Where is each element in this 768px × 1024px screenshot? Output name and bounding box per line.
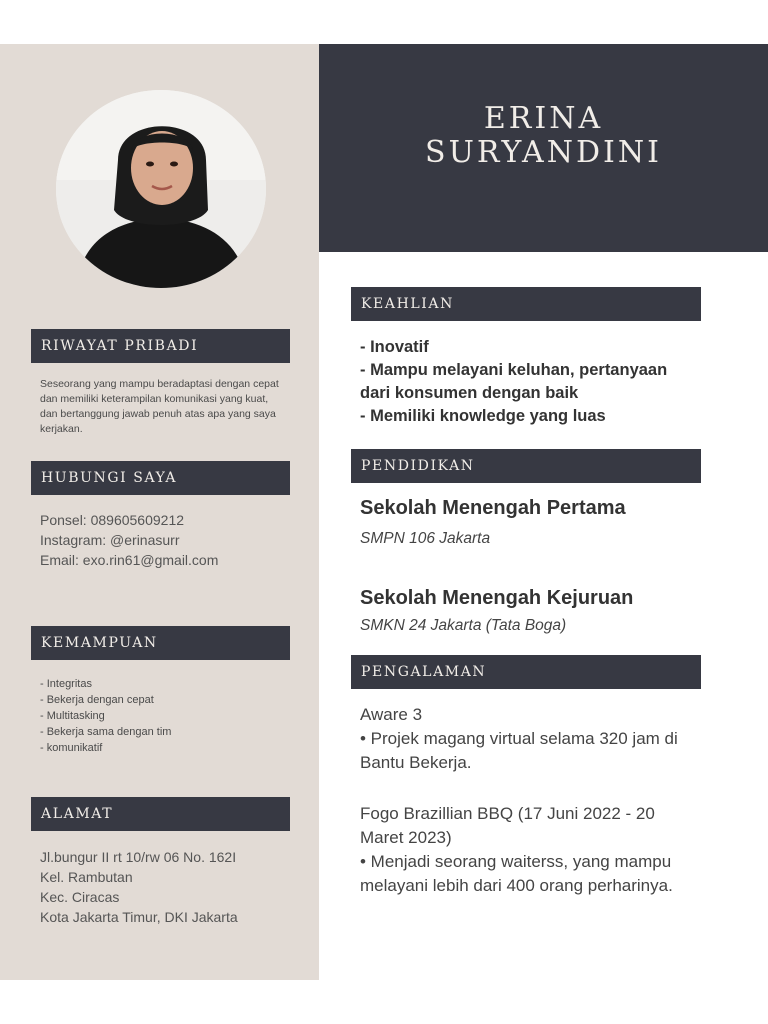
expertise-item: - Inovatif (360, 338, 429, 356)
address-line: Jl.bungur II rt 10/rw 06 No. 162I (40, 849, 237, 865)
expertise-item: - Mampu melayani keluhan, pertanyaan dari konsumen dengan baik (360, 361, 668, 402)
profile-text: Seseorang yang mampu beradaptasi dengan cepat dan memiliki keterampilan komunikasi yang kuat, dan bertanggung jawab penuh atas apa yang saya kerjakan. (40, 378, 279, 435)
address-line: Kec. Ciracas (40, 889, 120, 905)
person-name (319, 102, 768, 170)
skill-item: - Multitasking (40, 710, 105, 722)
skill-item: - komunikatif (40, 742, 103, 754)
contact-heading: HUBUNGI SAYA (31, 461, 290, 495)
experience-place: Aware 3 (360, 705, 423, 724)
experience-heading: PENGALAMAN (351, 655, 701, 689)
education-level: Sekolah Menengah Kejuruan (360, 587, 634, 609)
education-heading: PENDIDIKAN (351, 449, 701, 483)
contact-phone: Ponsel: 089605609212 (40, 512, 185, 528)
expertise-heading: KEAHLIAN (351, 287, 701, 321)
education-level: Sekolah Menengah Pertama (360, 497, 626, 519)
expertise-list (360, 336, 700, 428)
experience-entry (360, 802, 690, 898)
experience-desc: • Projek magang virtual selama 320 jam di Bantu Bekerja. (360, 729, 678, 772)
experience-desc: • Menjadi seorang waiterss, yang mampu melayani lebih dari 400 orang perharinya. (360, 852, 673, 895)
name-header (319, 44, 768, 252)
contact-instagram: Instagram: @erinasurr (40, 532, 180, 548)
skills-heading: KEMAMPUAN (31, 626, 290, 660)
skills-list (40, 676, 171, 756)
education-school: SMKN 24 Jakarta (Tata Boga) (360, 617, 567, 634)
address-heading: ALAMAT (31, 797, 290, 831)
experience-entry (360, 703, 690, 775)
sidebar (0, 44, 319, 980)
address-line: Kel. Rambutan (40, 869, 133, 885)
profile-photo (56, 90, 266, 288)
last-name: SURYANDINI (425, 135, 662, 170)
portrait-illustration (56, 90, 266, 288)
profile-heading: RIWAYAT PRIBADI (31, 329, 290, 363)
experience-place: Fogo Brazillian BBQ (17 Juni 2022 - 20 Maret 2023) (360, 804, 655, 847)
skill-item: - Bekerja dengan cepat (40, 694, 154, 706)
address-list (40, 847, 238, 927)
address-line: Kota Jakarta Timur, DKI Jakarta (40, 909, 238, 925)
contact-email: Email: exo.rin61@gmail.com (40, 552, 219, 568)
education-school: SMPN 106 Jakarta (360, 530, 491, 547)
contact-list (40, 510, 218, 570)
skill-item: - Bekerja sama dengan tim (40, 726, 172, 738)
first-name: ERINA (483, 101, 604, 136)
skill-item: - Integritas (40, 678, 92, 690)
expertise-item: - Memiliki knowledge yang luas (360, 407, 606, 425)
